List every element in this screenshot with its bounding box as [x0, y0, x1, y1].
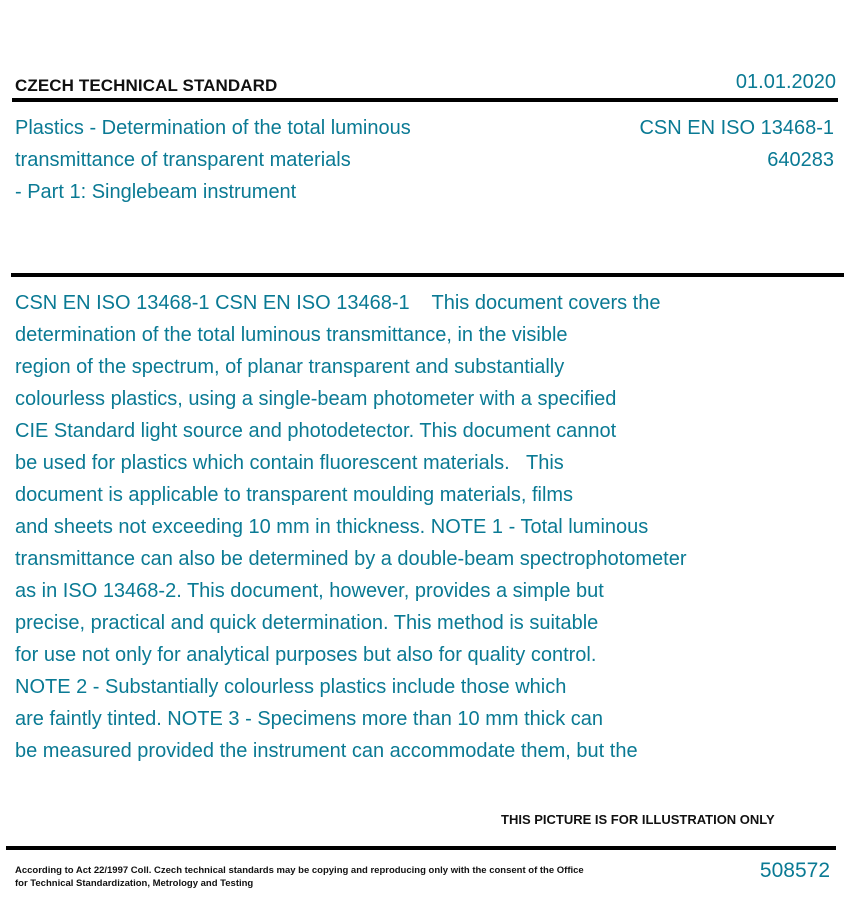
title-line: Plastics - Determination of the total luminous — [15, 117, 411, 139]
abstract-line: as in ISO 13468-2. This document, however, provides a simple but — [15, 580, 604, 602]
document-type-label: CZECH TECHNICAL STANDARD — [15, 76, 278, 95]
title-line: - Part 1: Singlebeam instrument — [15, 181, 297, 203]
illustration-disclaimer: THIS PICTURE IS FOR ILLUSTRATION ONLY — [501, 812, 775, 827]
abstract-line: be used for plastics which contain fluorescent materials. This — [15, 452, 564, 474]
standard-number: CSN EN ISO 13468-1 — [639, 117, 834, 139]
abstract-line: CIE Standard light source and photodetector. This document cannot — [15, 420, 617, 442]
copyright-line: According to Act 22/1997 Coll. Czech technical standards may be copying and reproducing only with the consent of the Office — [15, 865, 584, 876]
standard-codes — [639, 112, 834, 176]
abstract-line: are faintly tinted. NOTE 3 - Specimens more than 10 mm thick can — [15, 708, 604, 730]
abstract-line: precise, practical and quick determination. This method is suitable — [15, 612, 599, 634]
abstract-line: colourless plastics, using a single-beam photometer with a specified — [15, 388, 617, 410]
catalog-number: 508572 — [759, 859, 830, 882]
abstract-line: region of the spectrum, of planar transparent and substantially — [15, 356, 565, 378]
abstract-line: transmittance can also be determined by a double-beam spectrophotometer — [15, 548, 687, 570]
classification-code: 640283 — [767, 149, 834, 171]
header-divider — [12, 98, 838, 102]
standard-title — [15, 112, 411, 208]
abstract-line: document is applicable to transparent moulding materials, films — [15, 484, 574, 506]
abstract-line: determination of the total luminous transmittance, in the visible — [15, 324, 568, 346]
title-line: transmittance of transparent materials — [15, 149, 351, 171]
copyright-notice — [15, 864, 584, 890]
title-divider — [11, 273, 844, 277]
abstract-line: for use not only for analytical purposes but also for quality control. — [15, 644, 597, 666]
abstract-line: be measured provided the instrument can accommodate them, but the — [15, 740, 638, 762]
copyright-line: for Technical Standardization, Metrology and Testing — [15, 878, 254, 889]
abstract-line: and sheets not exceeding 10 mm in thickness. NOTE 1 - Total luminous — [15, 516, 649, 538]
abstract-line: NOTE 2 - Substantially colourless plastics include those which — [15, 676, 567, 698]
abstract-text — [15, 287, 755, 767]
publication-date: 01.01.2020 — [735, 71, 836, 93]
abstract-line: CSN EN ISO 13468-1 CSN EN ISO 13468-1 This document covers the — [15, 292, 661, 314]
footer-divider — [6, 846, 836, 850]
